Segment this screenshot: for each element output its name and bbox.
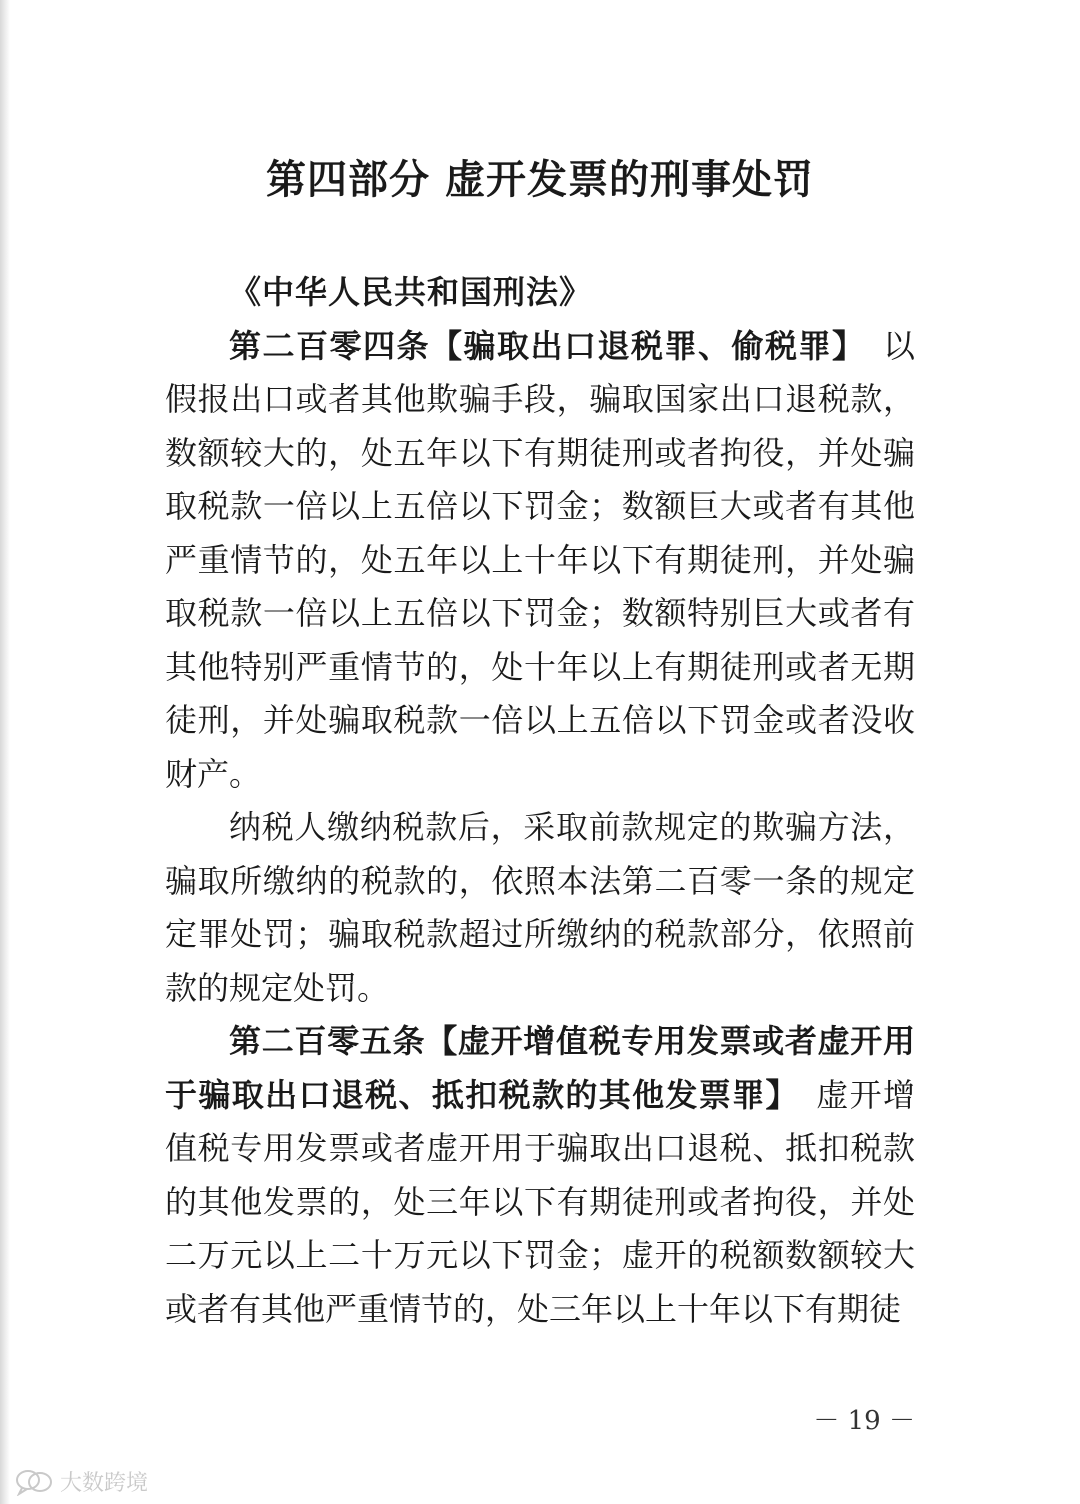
article-text: 纳税人缴纳税款后，采取前款规定的欺骗方法，骗取所缴纳的税款的，依照本法第二百零一条的规定定罪处罚；骗取税款超过所缴纳的税款部分，依照前款的规定处罚。	[165, 808, 915, 1007]
speech-bubble-logo-icon	[14, 1468, 54, 1496]
article-heading: 第二百零五条【虚开增值税专用发票或者虚开用于骗取出口退税、抵扣税款的其他发票罪】	[165, 1022, 915, 1114]
article-heading: 第二百零四条【骗取出口退税罪、偷税罪】	[229, 326, 850, 365]
article-paragraph	[165, 1015, 915, 1336]
page-number: － 19 －	[813, 1406, 915, 1436]
law-title: 《中华人民共和国刑法》	[229, 273, 593, 311]
article-text: 以假报出口或者其他欺骗手段，骗取国家出口退税款，数额较大的，处五年以下有期徒刑或者拘役，并处骗取税款一倍以上五倍以下罚金；数额巨大或者有其他严重情节的，处五年以上十年以下有期徒刑，并处骗取税款一倍以上五倍以下罚金；数额特别巨大或者有其他特别严重情节的，处十年以上有期徒刑或者无期徒刑，并处骗取税款一倍以上五倍以下罚金或者没收财产。	[165, 326, 915, 793]
page-edge-shadow	[0, 0, 10, 1504]
article-paragraph	[165, 320, 915, 802]
document-body	[165, 266, 915, 1336]
page-title: 第四部分 虚开发票的刑事处罚	[266, 157, 814, 203]
watermark	[14, 1466, 148, 1497]
watermark-text: 大数跨境	[60, 1471, 149, 1496]
article-text: 虚开增值税专用发票或者虚开用于骗取出口退税、抵扣税款的其他发票的，处三年以下有期徒刑或者拘役，并处二万元以上二十万元以下罚金；虚开的税额数额较大或者有其他严重情节的，处三年以上十年以下有期徒	[165, 1075, 915, 1328]
article-paragraph	[165, 801, 915, 1015]
